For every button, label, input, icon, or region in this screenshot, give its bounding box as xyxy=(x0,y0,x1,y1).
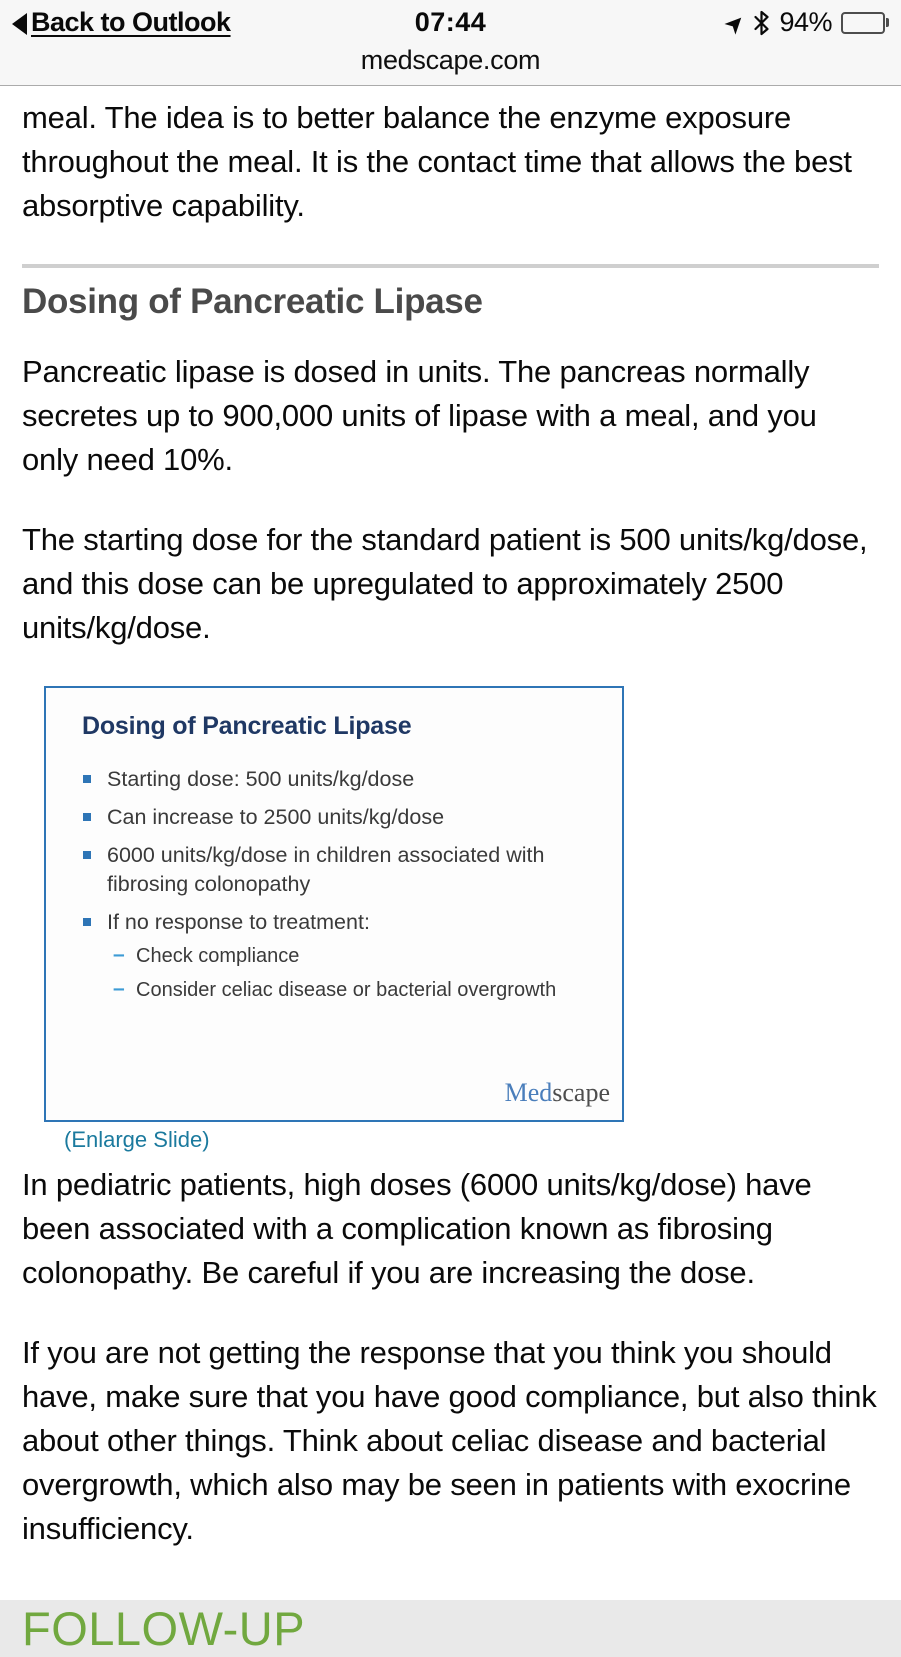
paragraph: Pancreatic lipase is dosed in units. The pancreas normally secretes up to 900,000 units of lipase with a meal, and you only need 10%. xyxy=(22,354,817,477)
enlarge-slide-link[interactable]: (Enlarge Slide) xyxy=(64,1127,210,1152)
slide-bullet-text: If no response to treatment: xyxy=(107,910,370,934)
slide-sub-bullet xyxy=(113,943,588,970)
slide-bullet-text: Can increase to 2500 units/kg/dose xyxy=(107,805,445,829)
back-to-outlook-label: Back to Outlook xyxy=(31,7,231,37)
clock-time: 07:44 xyxy=(414,7,487,37)
section-heading-dosing: Dosing of Pancreatic Lipase xyxy=(22,282,483,321)
paragraph: meal. The idea is to better balance the enzyme exposure throughout the meal. It is the contact time that allows the best absorptive capability. xyxy=(22,100,852,223)
address-bar[interactable] xyxy=(0,45,901,86)
medscape-logo xyxy=(505,1078,610,1108)
medscape-logo-scape: scape xyxy=(552,1078,610,1107)
slide-sub-bullet-text: Check compliance xyxy=(136,945,300,967)
dash-bullet-icon: – xyxy=(113,977,125,1000)
slide-sub-bullet-list xyxy=(113,943,588,1004)
slide-sub-bullet-text: Consider celiac disease or bacterial overgrowth xyxy=(136,979,557,1001)
battery-percent-label: 94% xyxy=(779,7,832,37)
section-heading-followup: FOLLOW-UP xyxy=(22,1602,306,1655)
paragraph: In pediatric patients, high doses (6000 units/kg/dose) have been associated with a complication known as fibrosing colonopathy. Be careful if you are increasing the dose. xyxy=(22,1167,812,1290)
slide-title: Dosing of Pancreatic Lipase xyxy=(82,712,412,740)
back-to-outlook-button[interactable] xyxy=(12,7,231,38)
dash-bullet-icon: – xyxy=(113,943,125,966)
medscape-logo-med: Med xyxy=(504,1078,553,1107)
slide-bullet xyxy=(82,908,588,1004)
battery-icon xyxy=(841,12,889,34)
bluetooth-icon xyxy=(753,10,770,36)
status-bar xyxy=(0,0,901,45)
status-icons xyxy=(718,6,889,41)
bullet-square-icon xyxy=(83,918,91,926)
slide-bullet xyxy=(82,803,588,832)
slide-sub-bullet xyxy=(113,977,588,1004)
slide-bullet-list xyxy=(82,765,588,1004)
paragraph: If you are not getting the response that you think you should have, make sure that you have good compliance, but also think about other things. Think about celiac disease and bacterial overgrowth, which also may be seen in patients with exocrine insufficiency. xyxy=(22,1335,877,1546)
paragraph: The starting dose for the standard patient is 500 units/kg/dose, and this dose can be upregulated to approximately 2500 units/kg/dose. xyxy=(22,522,868,645)
bullet-square-icon xyxy=(83,813,91,821)
section-divider xyxy=(22,264,879,268)
bullet-square-icon xyxy=(83,775,91,783)
article-content xyxy=(0,86,901,1657)
slide-bullet xyxy=(82,841,588,899)
slide-thumbnail[interactable] xyxy=(44,686,624,1122)
slide-bullet-text: Starting dose: 500 units/kg/dose xyxy=(107,767,415,791)
slide-bullet xyxy=(82,765,588,794)
bullet-square-icon xyxy=(83,851,91,859)
location-services-icon: ➤ xyxy=(718,6,753,41)
back-triangle-icon xyxy=(12,13,27,35)
address-bar-domain: medscape.com xyxy=(360,45,541,75)
slide-bullet-text: 6000 units/kg/dose in children associated with fibrosing colonopathy xyxy=(107,843,545,896)
